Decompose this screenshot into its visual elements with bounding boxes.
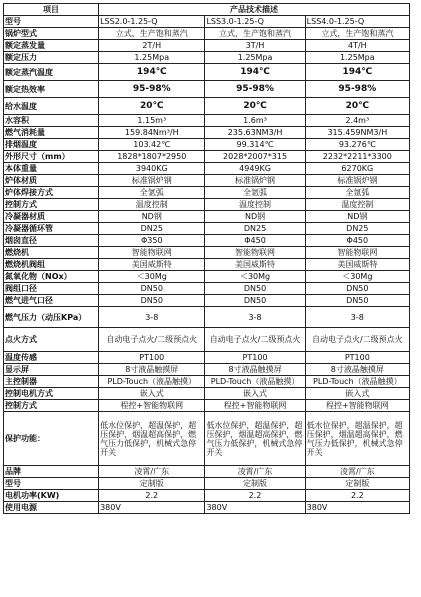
row-value: 温度控制 bbox=[305, 199, 409, 211]
table-row bbox=[4, 115, 410, 127]
row-value: 99.314℃ bbox=[205, 139, 305, 151]
row-value: 智能物联网 bbox=[99, 247, 205, 259]
row-value: 程控+智能物联网 bbox=[205, 400, 305, 412]
table-row bbox=[4, 127, 410, 139]
row-label: 锅炉型式 bbox=[4, 28, 99, 40]
table-row bbox=[4, 400, 410, 412]
row-value: 3T/H bbox=[205, 40, 305, 52]
table-row bbox=[4, 139, 410, 151]
row-label: 燃气进气口径 bbox=[4, 295, 99, 307]
row-value: DN25 bbox=[305, 223, 409, 235]
table-row bbox=[4, 28, 410, 40]
row-value: 嵌入式 bbox=[205, 388, 305, 400]
table-row bbox=[4, 388, 410, 400]
row-value: 温度控制 bbox=[205, 199, 305, 211]
row-value: 4949KG bbox=[205, 163, 305, 175]
row-value: 定制版 bbox=[305, 478, 409, 490]
row-value: DN50 bbox=[305, 295, 409, 307]
row-value: 定制版 bbox=[205, 478, 305, 490]
row-label: 氮氧化物（NOx） bbox=[4, 271, 99, 283]
row-value: 标准锅炉钢 bbox=[305, 175, 409, 187]
row-value: ND钢 bbox=[305, 211, 409, 223]
table-row bbox=[4, 295, 410, 307]
row-label: 炉体焊接方式 bbox=[4, 187, 99, 199]
row-value: 1828*1807*2950 bbox=[99, 151, 205, 163]
table-row bbox=[4, 16, 410, 28]
row-value: Φ450 bbox=[305, 235, 409, 247]
row-label: 烟囱直径 bbox=[4, 235, 99, 247]
row-value: 立式，生产饱和蒸汽 bbox=[99, 28, 205, 40]
row-value: 智能物联网 bbox=[305, 247, 409, 259]
row-value: DN50 bbox=[99, 283, 205, 295]
row-value: 自动电子点火/二级预点火 bbox=[99, 328, 205, 352]
row-value: LSS4.0-1.25-Q bbox=[305, 16, 409, 28]
row-value: 194℃ bbox=[305, 64, 409, 81]
row-label: 控制方式 bbox=[4, 199, 99, 211]
table-row bbox=[4, 352, 410, 364]
row-label: 点火方式 bbox=[4, 328, 99, 352]
row-value: 全氩弧 bbox=[205, 187, 305, 199]
header-description: 产品技术描述 bbox=[99, 4, 410, 16]
row-label: 显示屏 bbox=[4, 364, 99, 376]
table-row bbox=[4, 64, 410, 81]
row-value: 8寸液晶触摸屏 bbox=[305, 364, 409, 376]
header-item: 项目 bbox=[4, 4, 99, 16]
row-value: 2.2 bbox=[99, 490, 205, 502]
row-value: PT100 bbox=[205, 352, 305, 364]
row-value: 美国威斯特 bbox=[99, 259, 205, 271]
row-value: 智能物联网 bbox=[205, 247, 305, 259]
row-value: ＜30Mg bbox=[205, 271, 305, 283]
row-value: 温度控制 bbox=[99, 199, 205, 211]
row-label: 燃烧机阀组 bbox=[4, 259, 99, 271]
table-row bbox=[4, 490, 410, 502]
spec-table bbox=[3, 3, 410, 514]
row-value: 2T/H bbox=[99, 40, 205, 52]
row-value: 凌霄/广东 bbox=[205, 466, 305, 478]
row-label: 阀组口径 bbox=[4, 283, 99, 295]
row-value: 95-98% bbox=[305, 81, 409, 98]
row-value: 20℃ bbox=[205, 98, 305, 115]
row-value: 2.2 bbox=[305, 490, 409, 502]
row-label: 额定蒸发量 bbox=[4, 40, 99, 52]
table-row bbox=[4, 211, 410, 223]
row-value: 低水位保护，超温保护，超压保护，烟温超高保护，燃气压力低保护，机械式急停开关 bbox=[99, 412, 205, 466]
row-value: 20℃ bbox=[99, 98, 205, 115]
row-value: 103.42℃ bbox=[99, 139, 205, 151]
row-value: DN50 bbox=[305, 283, 409, 295]
table-row bbox=[4, 502, 410, 514]
row-value: ＜30Mg bbox=[305, 271, 409, 283]
row-value: 美国威斯特 bbox=[205, 259, 305, 271]
row-label: 型号 bbox=[4, 16, 99, 28]
row-value: 程控+智能物联网 bbox=[99, 400, 205, 412]
table-row bbox=[4, 271, 410, 283]
row-value: 低水位保护，超温保护，超压保护，烟温超高保护，燃气压力低保护，机械式急停开关 bbox=[305, 412, 409, 466]
row-value: PLD-Touch（液晶触摸） bbox=[205, 376, 305, 388]
row-value: ND钢 bbox=[99, 211, 205, 223]
row-value: ＜30Mg bbox=[99, 271, 205, 283]
table-row bbox=[4, 40, 410, 52]
row-label: 额定压力 bbox=[4, 52, 99, 64]
row-label: 品牌 bbox=[4, 466, 99, 478]
row-label: 本体重量 bbox=[4, 163, 99, 175]
row-value: DN50 bbox=[99, 295, 205, 307]
row-label: 炉体材质 bbox=[4, 175, 99, 187]
table-row bbox=[4, 52, 410, 64]
row-label: 使用电源 bbox=[4, 502, 99, 514]
row-value: 380V bbox=[305, 502, 409, 514]
row-value: 1.25Mpa bbox=[305, 52, 409, 64]
table-row bbox=[4, 466, 410, 478]
row-value: 2028*2007*315 bbox=[205, 151, 305, 163]
row-value: Φ450 bbox=[205, 235, 305, 247]
row-value: 嵌入式 bbox=[305, 388, 409, 400]
row-value: PLD-Touch（液晶触摸） bbox=[99, 376, 205, 388]
row-value: 嵌入式 bbox=[99, 388, 205, 400]
row-value: 380V bbox=[99, 502, 205, 514]
row-value: 159.84Nm³/H bbox=[99, 127, 205, 139]
table-row bbox=[4, 478, 410, 490]
row-value: 1.6m³ bbox=[205, 115, 305, 127]
row-value: 立式，生产饱和蒸汽 bbox=[205, 28, 305, 40]
row-value: 3-8 bbox=[99, 307, 205, 328]
row-value: 定制版 bbox=[99, 478, 205, 490]
row-label: 冷凝器循环管 bbox=[4, 223, 99, 235]
table-row bbox=[4, 151, 410, 163]
row-value: 315.459NM3/H bbox=[305, 127, 409, 139]
row-value: PT100 bbox=[99, 352, 205, 364]
table-row bbox=[4, 259, 410, 271]
row-value: 美国威斯特 bbox=[305, 259, 409, 271]
row-label: 型号 bbox=[4, 478, 99, 490]
row-value: 1.25Mpa bbox=[99, 52, 205, 64]
row-value: ND钢 bbox=[205, 211, 305, 223]
row-label: 额定热效率 bbox=[4, 81, 99, 98]
row-label: 排烟温度 bbox=[4, 139, 99, 151]
row-value: 低水位保护，超温保护，超压保护，烟温超高保护，燃气压力低保护，机械式急停开关 bbox=[205, 412, 305, 466]
row-label: 燃气压力（动压KPa） bbox=[4, 307, 99, 328]
row-value: 194℃ bbox=[99, 64, 205, 81]
row-value: 自动电子点火/二级预点火 bbox=[305, 328, 409, 352]
table-row bbox=[4, 199, 410, 211]
row-value: LSS3.0-1.25-Q bbox=[205, 16, 305, 28]
table-row bbox=[4, 412, 410, 466]
table-row bbox=[4, 247, 410, 259]
table-row bbox=[4, 223, 410, 235]
row-value: 程控+智能物联网 bbox=[305, 400, 409, 412]
row-value: LSS2.0-1.25-Q bbox=[99, 16, 205, 28]
row-value: 2.2 bbox=[205, 490, 305, 502]
row-value: 标准锅炉钢 bbox=[99, 175, 205, 187]
row-value: DN50 bbox=[205, 295, 305, 307]
row-value: 20℃ bbox=[305, 98, 409, 115]
row-label: 额定蒸汽温度 bbox=[4, 64, 99, 81]
row-value: 8寸液晶触摸屏 bbox=[205, 364, 305, 376]
row-value: 自动电子点火/二级预点火 bbox=[205, 328, 305, 352]
row-label: 控制电机方式 bbox=[4, 388, 99, 400]
row-value: 全氩弧 bbox=[99, 187, 205, 199]
row-label: 电机功率(KW) bbox=[4, 490, 99, 502]
header-row bbox=[4, 4, 410, 16]
row-label: 冷凝器材质 bbox=[4, 211, 99, 223]
row-value: DN25 bbox=[99, 223, 205, 235]
row-label: 主控制器 bbox=[4, 376, 99, 388]
table-row bbox=[4, 98, 410, 115]
table-row bbox=[4, 283, 410, 295]
row-value: 2232*2211*3300 bbox=[305, 151, 409, 163]
row-value: 3940KG bbox=[99, 163, 205, 175]
row-value: 1.15m³ bbox=[99, 115, 205, 127]
row-value: 1.25Mpa bbox=[205, 52, 305, 64]
row-label: 温度传感 bbox=[4, 352, 99, 364]
row-value: 3-8 bbox=[205, 307, 305, 328]
row-label: 给水温度 bbox=[4, 98, 99, 115]
row-value: PT100 bbox=[305, 352, 409, 364]
table-row bbox=[4, 175, 410, 187]
row-label: 燃气消耗量 bbox=[4, 127, 99, 139]
table-row bbox=[4, 328, 410, 352]
table-row bbox=[4, 187, 410, 199]
row-value: 2.4m³ bbox=[305, 115, 409, 127]
table-row bbox=[4, 163, 410, 175]
row-value: 235.63NM3/H bbox=[205, 127, 305, 139]
table-row bbox=[4, 235, 410, 247]
row-value: 380V bbox=[205, 502, 305, 514]
table-row bbox=[4, 307, 410, 328]
row-value: DN50 bbox=[205, 283, 305, 295]
row-label: 保护功能： bbox=[4, 412, 99, 466]
table-row bbox=[4, 364, 410, 376]
row-value: 95-98% bbox=[205, 81, 305, 98]
row-value: 95-98% bbox=[99, 81, 205, 98]
table-row bbox=[4, 81, 410, 98]
row-value: 93.276℃ bbox=[305, 139, 409, 151]
row-value: 立式，生产饱和蒸汽 bbox=[305, 28, 409, 40]
row-label: 燃烧机 bbox=[4, 247, 99, 259]
row-value: 凌霄/广东 bbox=[99, 466, 205, 478]
row-value: 4T/H bbox=[305, 40, 409, 52]
table-row bbox=[4, 376, 410, 388]
row-value: 194℃ bbox=[205, 64, 305, 81]
row-value: 凌霄/广东 bbox=[305, 466, 409, 478]
row-value: 标准锅炉钢 bbox=[205, 175, 305, 187]
row-value: 全氩弧 bbox=[305, 187, 409, 199]
row-label: 外形尺寸（mm） bbox=[4, 151, 99, 163]
row-value: 8寸液晶触摸屏 bbox=[99, 364, 205, 376]
row-label: 控制方式 bbox=[4, 400, 99, 412]
row-label: 水容积 bbox=[4, 115, 99, 127]
row-value: PLD-Touch（液晶触摸） bbox=[305, 376, 409, 388]
row-value: Φ350 bbox=[99, 235, 205, 247]
row-value: 6270KG bbox=[305, 163, 409, 175]
row-value: DN25 bbox=[205, 223, 305, 235]
row-value: 3-8 bbox=[305, 307, 409, 328]
